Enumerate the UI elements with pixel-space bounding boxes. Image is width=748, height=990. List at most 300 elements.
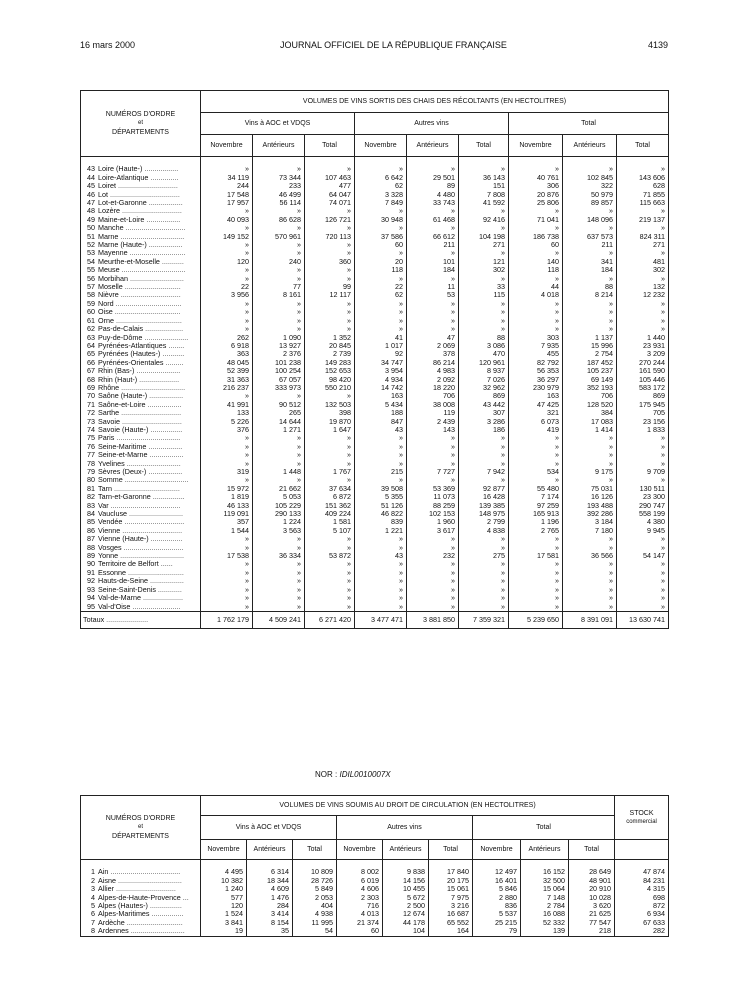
table-row	[81, 552, 669, 560]
leader-dots: ....................	[137, 375, 180, 384]
value-cell: »	[355, 544, 407, 552]
value-cell: 115 663	[617, 199, 669, 207]
value-cell: 10 382	[201, 877, 247, 885]
table-row	[81, 216, 669, 224]
value-cell: 30 948	[355, 216, 407, 224]
leader-dots: ......................	[142, 333, 189, 342]
department-name: Maine-et-Loire	[98, 215, 145, 224]
value-cell: 88 259	[407, 502, 459, 510]
value-cell: »	[355, 207, 407, 215]
value-cell: »	[509, 569, 563, 577]
spacer-cell	[521, 860, 569, 869]
value-cell: »	[407, 544, 459, 552]
value-cell: »	[253, 544, 305, 552]
value-cell: »	[253, 460, 305, 468]
value-cell: 8 154	[247, 919, 293, 927]
value-cell: 363	[201, 350, 253, 358]
department-number: 90	[87, 560, 95, 569]
value-cell: »	[355, 577, 407, 585]
table-row	[81, 367, 669, 375]
value-cell: 151	[459, 182, 509, 190]
table-row	[81, 894, 669, 902]
value-cell: 7 174	[509, 493, 563, 501]
value-cell: 102 845	[563, 174, 617, 182]
table-row	[81, 191, 669, 199]
table-row	[81, 308, 669, 316]
department-cell	[81, 535, 201, 543]
value-cell: 4 380	[617, 518, 669, 526]
department-name: Territoire de Belfort	[98, 560, 159, 569]
value-cell: 187 452	[563, 359, 617, 367]
value-cell: »	[459, 535, 509, 543]
totals-value: 3 881 850	[407, 611, 459, 628]
department-name: Pyrénées (Hautes-)	[98, 350, 161, 359]
leader-dots: ................	[149, 910, 184, 919]
value-cell: 3 956	[201, 291, 253, 299]
value-cell: 23 156	[617, 418, 669, 426]
value-cell: 56 353	[509, 367, 563, 375]
value-cell: 84 231	[615, 877, 669, 885]
leader-dots: .................	[146, 199, 183, 208]
department-name: Saône (Haute-)	[98, 392, 148, 401]
value-cell: 8 161	[253, 291, 305, 299]
value-cell: »	[201, 560, 253, 568]
table-row	[81, 174, 669, 182]
value-cell: 1 271	[253, 426, 305, 434]
value-cell: »	[563, 317, 617, 325]
leader-dots: ...................................	[108, 868, 181, 877]
value-cell: »	[407, 594, 459, 602]
value-cell: 3 617	[407, 527, 459, 535]
department-number: 81	[87, 484, 95, 493]
department-number: 84	[87, 510, 95, 519]
subcol-header: Antérieurs	[407, 135, 459, 157]
department-number: 7	[91, 918, 95, 927]
value-cell: »	[305, 586, 355, 594]
department-cell	[81, 493, 201, 501]
value-cell: 128 520	[563, 401, 617, 409]
department-cell	[81, 325, 201, 333]
value-cell: »	[253, 577, 305, 585]
value-cell: 19	[201, 927, 247, 936]
value-cell: 705	[617, 409, 669, 417]
table-row	[81, 182, 669, 190]
table-row	[81, 877, 669, 885]
leader-dots: ...................	[143, 325, 184, 334]
value-cell: »	[459, 544, 509, 552]
spacer-cell	[429, 860, 473, 869]
spacer-cell	[355, 157, 407, 166]
department-name: Ardèche	[98, 918, 125, 927]
value-cell: 15 996	[563, 342, 617, 350]
value-cell: 52 399	[201, 367, 253, 375]
value-cell: »	[563, 569, 617, 577]
value-cell: 47 425	[509, 401, 563, 409]
value-cell: 107 463	[305, 174, 355, 182]
department-cell	[81, 569, 201, 577]
value-cell: »	[355, 300, 407, 308]
value-cell: 21 662	[253, 485, 305, 493]
department-cell	[81, 877, 201, 885]
department-name: Marne (Haute-)	[98, 241, 147, 250]
department-cell	[81, 165, 201, 173]
value-cell: 71 041	[509, 216, 563, 224]
value-cell: 10 028	[569, 894, 615, 902]
table-row	[81, 927, 669, 936]
department-number: 3	[91, 885, 95, 894]
value-cell: 271	[459, 241, 509, 249]
value-cell: 44	[509, 283, 563, 291]
value-cell: 404	[293, 902, 337, 910]
subcol-header: Novembre	[473, 840, 521, 860]
department-cell	[81, 182, 201, 190]
department-number: 4	[91, 893, 95, 902]
subcol-header-empty	[615, 840, 669, 860]
value-cell: 4 606	[337, 885, 383, 893]
value-cell: 307	[459, 409, 509, 417]
value-cell: 5 846	[473, 885, 521, 893]
value-cell: 105 229	[253, 502, 305, 510]
value-cell: 102 153	[407, 510, 459, 518]
department-name: Hauts-de-Seine	[98, 577, 148, 586]
value-cell: »	[407, 325, 459, 333]
department-name: Paris	[98, 434, 115, 443]
table-row	[81, 560, 669, 568]
value-cell: »	[509, 275, 563, 283]
table-row	[81, 418, 669, 426]
value-cell: »	[509, 308, 563, 316]
department-cell	[81, 586, 201, 594]
table-row	[81, 350, 669, 358]
department-number: 64	[87, 341, 95, 350]
department-cell	[81, 409, 201, 417]
value-cell: »	[563, 224, 617, 232]
value-cell: »	[355, 586, 407, 594]
spacer-cell	[293, 860, 337, 869]
value-cell: 126 721	[305, 216, 355, 224]
department-cell	[81, 334, 201, 342]
spacer-cell	[407, 157, 459, 166]
value-cell: 86 628	[253, 216, 305, 224]
table-row	[81, 224, 669, 232]
value-cell: 3 086	[459, 342, 509, 350]
department-number: 83	[87, 501, 95, 510]
value-cell: 75 031	[563, 485, 617, 493]
department-name: Rhin (Bas-)	[98, 367, 135, 376]
value-cell: »	[201, 317, 253, 325]
department-number: 47	[87, 199, 95, 208]
value-cell: 16 152	[521, 868, 569, 876]
value-cell: 79	[473, 927, 521, 936]
department-name: Puy-de-Dôme	[98, 333, 143, 342]
department-number: 51	[87, 232, 95, 241]
value-cell: »	[509, 317, 563, 325]
leader-dots: ..............................	[113, 885, 176, 894]
value-cell: 69 149	[563, 376, 617, 384]
leader-dots: ........	[166, 341, 185, 350]
value-cell: 233	[253, 182, 305, 190]
value-cell: »	[305, 560, 355, 568]
value-cell: 5 107	[305, 527, 355, 535]
value-cell: 1 196	[509, 518, 563, 526]
value-cell: 265	[253, 409, 305, 417]
department-number: 65	[87, 350, 95, 359]
leader-dots: ..............................	[115, 182, 178, 191]
table-row	[81, 275, 669, 283]
value-cell: 105 446	[617, 376, 669, 384]
value-cell: 140	[509, 258, 563, 266]
nor-label: NOR :	[315, 770, 338, 779]
spacer-cell	[247, 860, 293, 869]
value-cell: 9 945	[617, 527, 669, 535]
value-cell: 15 064	[521, 885, 569, 893]
value-cell: 60	[509, 241, 563, 249]
value-cell: 133	[201, 409, 253, 417]
department-number: 86	[87, 526, 95, 535]
value-cell: »	[305, 317, 355, 325]
value-cell: »	[563, 325, 617, 333]
leader-dots: ..............................	[122, 518, 185, 527]
stock-line1: STOCK	[629, 809, 654, 817]
value-cell: 60	[337, 927, 383, 936]
spacer-cell	[253, 157, 305, 166]
value-cell: 36 566	[563, 552, 617, 560]
value-cell: 5 672	[383, 894, 429, 902]
value-cell: 6 073	[509, 418, 563, 426]
department-number: 63	[87, 333, 95, 342]
value-cell: »	[617, 443, 669, 451]
value-cell: »	[305, 241, 355, 249]
value-cell: »	[253, 451, 305, 459]
department-number: 72	[87, 409, 95, 418]
value-cell: 7 180	[563, 527, 617, 535]
value-cell: 3 328	[355, 191, 407, 199]
value-cell: 1 221	[355, 527, 407, 535]
department-number: 2	[91, 876, 95, 885]
value-cell: 175 945	[617, 401, 669, 409]
value-cell: 244	[201, 182, 253, 190]
value-cell: »	[407, 224, 459, 232]
value-cell: »	[459, 224, 509, 232]
value-cell: 188	[355, 409, 407, 417]
value-cell: 40 761	[509, 174, 563, 182]
department-name: Var	[98, 501, 109, 510]
value-cell: 43	[355, 426, 407, 434]
value-cell: »	[305, 165, 355, 173]
value-cell: 357	[201, 518, 253, 526]
value-cell: 4 018	[509, 291, 563, 299]
leader-dots: ................................	[119, 266, 186, 275]
leader-dots: .........	[163, 358, 184, 367]
table-row	[81, 868, 669, 876]
department-name: Meuse	[98, 266, 120, 275]
value-cell: »	[201, 569, 253, 577]
leader-dots: ...................................	[108, 190, 180, 199]
department-name: Oise	[98, 308, 113, 317]
value-cell: 4 983	[407, 367, 459, 375]
value-cell: »	[509, 443, 563, 451]
value-cell: »	[459, 451, 509, 459]
value-cell: 4 315	[615, 885, 669, 893]
department-number: 94	[87, 594, 95, 603]
value-cell: »	[563, 249, 617, 257]
value-cell: 319	[201, 468, 253, 476]
table-row	[81, 384, 669, 392]
value-cell: 1 352	[305, 334, 355, 342]
department-name: Val-de-Marne	[98, 594, 142, 603]
value-cell: 143	[407, 426, 459, 434]
value-cell: »	[305, 266, 355, 274]
value-cell: »	[617, 300, 669, 308]
group-total: Total	[509, 113, 669, 135]
value-cell: 151 362	[305, 502, 355, 510]
value-cell: 193 488	[563, 502, 617, 510]
value-cell: »	[563, 207, 617, 215]
department-cell	[81, 350, 201, 358]
value-cell: »	[201, 451, 253, 459]
leader-dots: ................	[150, 493, 185, 502]
department-name: Vendée	[98, 518, 123, 527]
value-cell: »	[355, 460, 407, 468]
value-cell: 419	[509, 426, 563, 434]
department-number: 70	[87, 392, 95, 401]
department-number: 79	[87, 468, 95, 477]
value-cell: »	[355, 569, 407, 577]
value-cell: 41 592	[459, 199, 509, 207]
value-cell: 41 991	[201, 401, 253, 409]
value-cell: 119 091	[201, 510, 253, 518]
value-cell: 8 002	[337, 868, 383, 876]
value-cell: 32 962	[459, 384, 509, 392]
value-cell: 2 303	[337, 894, 383, 902]
value-cell: 47 874	[615, 868, 669, 876]
value-cell: »	[617, 224, 669, 232]
department-name: Loire-Atlantique	[98, 173, 149, 182]
group2-total: Total	[473, 816, 615, 840]
table-row	[81, 233, 669, 241]
department-cell	[81, 174, 201, 182]
department-number: 61	[87, 316, 95, 325]
value-cell: 120 961	[459, 359, 509, 367]
department-number: 49	[87, 215, 95, 224]
leader-dots: ...........................	[128, 927, 185, 936]
leader-dots: ...........................	[127, 274, 184, 283]
table-row	[81, 249, 669, 257]
department-number: 87	[87, 535, 95, 544]
table-row	[81, 443, 669, 451]
value-cell: 378	[407, 350, 459, 358]
value-cell: »	[355, 275, 407, 283]
value-cell: 550 210	[305, 384, 355, 392]
value-cell: 17 840	[429, 868, 473, 876]
value-cell: »	[563, 275, 617, 283]
department-cell	[81, 560, 201, 568]
value-cell: »	[407, 317, 459, 325]
department-cell	[81, 518, 201, 526]
department-cell	[81, 910, 201, 918]
value-cell: 37 586	[355, 233, 407, 241]
value-cell: »	[509, 325, 563, 333]
department-name: Savoie (Haute-)	[98, 425, 149, 434]
table-row	[81, 401, 669, 409]
value-cell: »	[355, 535, 407, 543]
value-cell: 322	[563, 182, 617, 190]
value-cell: »	[305, 249, 355, 257]
department-name: Saône-et-Loire	[98, 400, 146, 409]
value-cell: 1 090	[253, 334, 305, 342]
value-cell: 7 975	[429, 894, 473, 902]
value-cell: »	[563, 535, 617, 543]
department-cell	[81, 894, 201, 902]
value-cell: »	[459, 300, 509, 308]
value-cell: »	[459, 308, 509, 316]
value-cell: 1 544	[201, 527, 253, 535]
value-cell: »	[509, 535, 563, 543]
table-row	[81, 266, 669, 274]
value-cell: 139	[521, 927, 569, 936]
value-cell: »	[201, 434, 253, 442]
value-cell: 1 647	[305, 426, 355, 434]
value-cell: 60	[355, 241, 407, 249]
value-cell: 152 653	[305, 367, 355, 375]
value-cell: 6 019	[337, 877, 383, 885]
department-name: Essonne	[98, 568, 126, 577]
department-number: 71	[87, 400, 95, 409]
value-cell: 352 193	[563, 384, 617, 392]
value-cell: 3 209	[617, 350, 669, 358]
department-name: Vosges	[98, 543, 122, 552]
department-cell	[81, 300, 201, 308]
department-number: 68	[87, 375, 95, 384]
value-cell: »	[201, 207, 253, 215]
value-cell: »	[305, 308, 355, 316]
value-cell: »	[253, 535, 305, 543]
value-cell: 1 137	[563, 334, 617, 342]
value-cell: »	[459, 207, 509, 215]
value-cell: 3 286	[459, 418, 509, 426]
value-cell: 2 092	[407, 376, 459, 384]
value-cell: 92	[355, 350, 407, 358]
table-row	[81, 885, 669, 893]
value-cell: 28 726	[293, 877, 337, 885]
value-cell: »	[459, 586, 509, 594]
department-number: 57	[87, 283, 95, 292]
value-cell: 302	[459, 266, 509, 274]
department-number: 43	[87, 165, 95, 174]
value-cell: 5 537	[473, 910, 521, 918]
leader-dots: ....................	[141, 594, 183, 603]
value-cell: »	[617, 476, 669, 484]
leader-dots: ...........	[160, 350, 185, 359]
value-cell: »	[617, 275, 669, 283]
value-cell: »	[617, 325, 669, 333]
department-number: 92	[87, 577, 95, 586]
value-cell: 88	[459, 334, 509, 342]
value-cell: 1 819	[201, 493, 253, 501]
department-name: Rhône	[98, 383, 120, 392]
value-cell: 36 143	[459, 174, 509, 182]
leader-dots: .................	[145, 400, 182, 409]
leader-dots: .................	[146, 442, 183, 451]
value-cell: »	[459, 569, 509, 577]
value-cell: 7 808	[459, 191, 509, 199]
department-cell	[81, 258, 201, 266]
subcol-header: Total	[429, 840, 473, 860]
value-cell: »	[509, 544, 563, 552]
value-cell: 53 872	[305, 552, 355, 560]
value-cell: 2 439	[407, 418, 459, 426]
department-number: 46	[87, 190, 95, 199]
